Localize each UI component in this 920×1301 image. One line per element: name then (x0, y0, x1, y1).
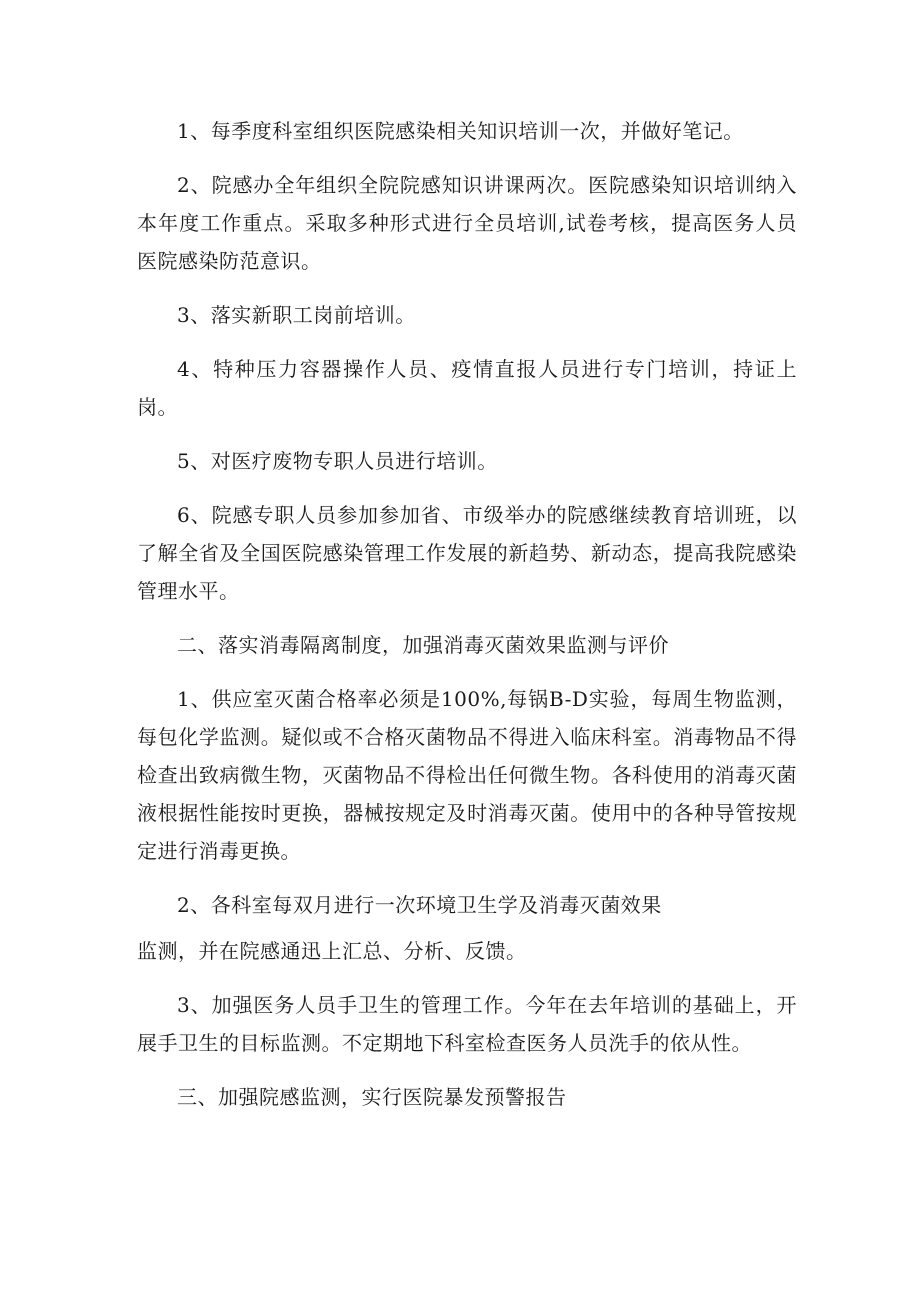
paragraph-new-staff-training: 3、落实新职工岗前培训。 (177, 303, 416, 327)
section-heading-disinfection: 二、落实消毒隔离制度，加强消毒灭菌效果监测与评价 (177, 633, 669, 657)
section-heading-surveillance: 三、加强院感监测，实行医院暴发预警报告 (177, 1085, 567, 1109)
paragraph-continuing-education: 6、院感专职人员参加参加省、市级举办的院感继续教育培训班，以了解全省及全国医院感染管理工作发展的新趋势、新动态，提高我院感染管理水平。 (137, 503, 797, 603)
paragraph-sterilization-rate: 1、供应室灭菌合格率必须是100%,每锅B-D实验，每周生物监测，每包化学监测。疑似或不合格灭菌物品不得进入临床科室。消毒物品不得检查出致病微生物，灭菌物品不得检出任何微生物。各科使用的消毒灭菌液根据性能按时更换，器械按规定及时消毒灭菌。使用中的各种导管按规定进行消毒更换。 (137, 687, 797, 863)
paragraph-medical-waste-training: 5、对医疗废物专职人员进行培训。 (177, 449, 498, 473)
document-body (137, 112, 797, 1132)
paragraph-environment-monitoring: 2、各科室每双月进行一次环境卫生学及消毒灭菌效果 (177, 893, 662, 917)
paragraph-hand-hygiene: 3、加强医务人员手卫生的管理工作。今年在去年培训的基础上，开展手卫生的目标监测。不定期地下科室检查医务人员洗手的依从性。 (137, 993, 797, 1055)
paragraph-special-staff-training: 4、特种压力容器操作人员、疫情直报人员进行专门培训，持证上岗。 (137, 357, 797, 419)
paragraph-environment-monitoring-cont: 监测，并在院感通迅上汇总、分析、反馈。 (137, 939, 527, 963)
paragraph-training-quarterly: 1、每季度科室组织医院感染相关知识培训一次，并做好笔记。 (177, 119, 744, 143)
paragraph-training-hospital-wide: 2、院感办全年组织全院院感知识讲课两次。医院感染知识培训纳入本年度工作重点。采取多种形式进行全员培训,试卷考核，提高医务人员医院感染防范意识。 (137, 173, 797, 273)
